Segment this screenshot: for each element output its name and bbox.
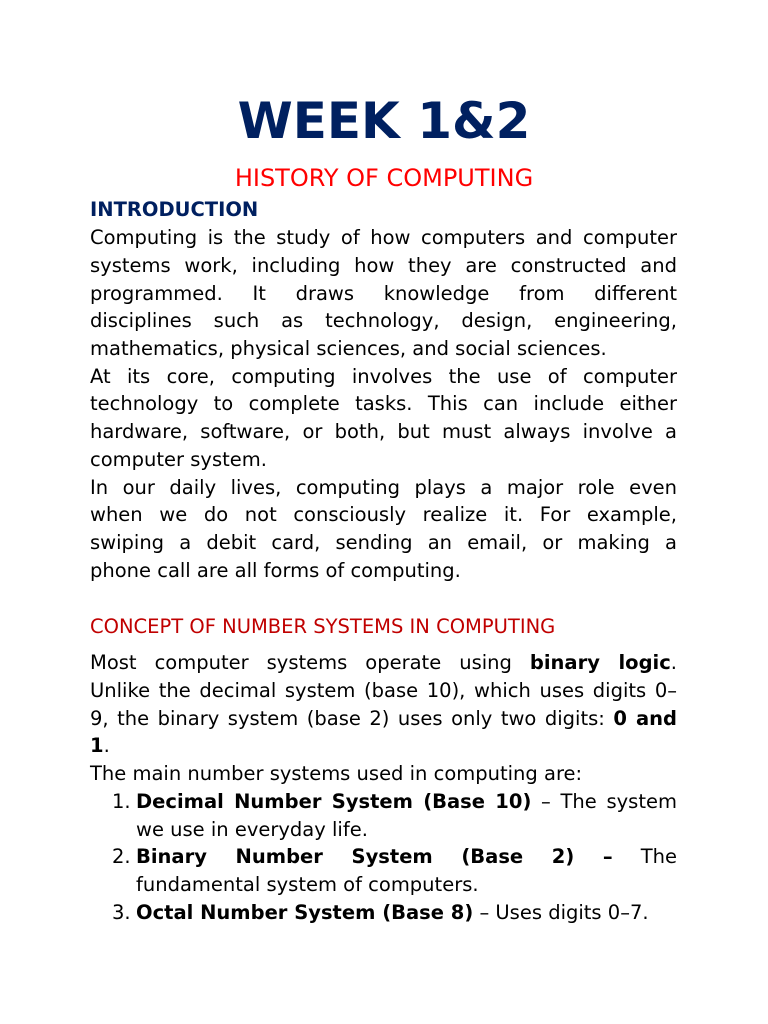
list-item-continuation: we use in everyday life.: [136, 818, 368, 841]
concept-text: 9, the binary system (base 2) uses only two digits:: [90, 707, 614, 730]
list-item-text: – The system: [531, 790, 677, 813]
list-item-text: The: [612, 845, 678, 868]
intro-line: In our daily lives, computing plays a major role even: [90, 476, 677, 499]
intro-line: systems work, including how they are constructed and: [90, 254, 677, 277]
intro-line: technology to complete tasks. This can include either: [90, 392, 677, 415]
intro-line: At its core, computing involves the use of computer: [90, 365, 677, 388]
intro-line: mathematics, physical sciences, and social sciences.: [90, 337, 607, 360]
intro-line: programmed. It draws knowledge from different: [90, 282, 677, 305]
list-item: [136, 847, 677, 867]
concept-text: .: [670, 651, 677, 674]
concept-line: [90, 653, 677, 673]
intro-line: hardware, software, or both, but must always involve a: [90, 420, 677, 443]
concept-text: Most computer systems operate using: [90, 651, 530, 674]
intro-line: swiping a debit card, sending an email, or making a: [90, 531, 677, 554]
list-number: 3.: [112, 901, 131, 924]
concept-bold-text: 1: [90, 734, 104, 757]
list-item-bold: Octal Number System (Base 8): [136, 901, 474, 924]
list-number: 2.: [112, 845, 131, 868]
concept-bold-text: binary logic: [529, 651, 671, 674]
intro-line: when we do not consciously realize it. For example,: [90, 503, 677, 526]
concept-line: [90, 709, 677, 729]
list-number: 1.: [112, 790, 131, 813]
page-subtitle: HISTORY OF COMPUTING: [234, 164, 534, 192]
list-item-bold: Decimal Number System (Base 10): [136, 790, 532, 813]
concept-line: The main number systems used in computing are:: [90, 762, 583, 785]
intro-line: Computing is the study of how computers and computer: [90, 226, 677, 249]
page-title: WEEK 1&2: [237, 92, 531, 150]
intro-line: computer system.: [90, 448, 267, 471]
concept-text: .: [103, 734, 110, 757]
concept-heading: CONCEPT OF NUMBER SYSTEMS IN COMPUTING: [90, 615, 556, 638]
list-item-bold: Binary Number System (Base 2) –: [136, 845, 613, 868]
intro-line: disciplines such as technology, design, engineering,: [90, 309, 677, 332]
list-item-text: – Uses digits 0–7.: [473, 901, 649, 924]
list-item-continuation: fundamental system of computers.: [136, 873, 479, 896]
concept-line: Unlike the decimal system (base 10), which uses digits 0–: [90, 679, 677, 702]
list-item: [136, 792, 677, 812]
concept-line: [90, 736, 110, 756]
introduction-heading: INTRODUCTION: [90, 198, 259, 221]
intro-line: phone call are all forms of computing.: [90, 559, 461, 582]
list-item: [136, 903, 649, 923]
concept-bold-text: 0 and: [613, 707, 677, 730]
